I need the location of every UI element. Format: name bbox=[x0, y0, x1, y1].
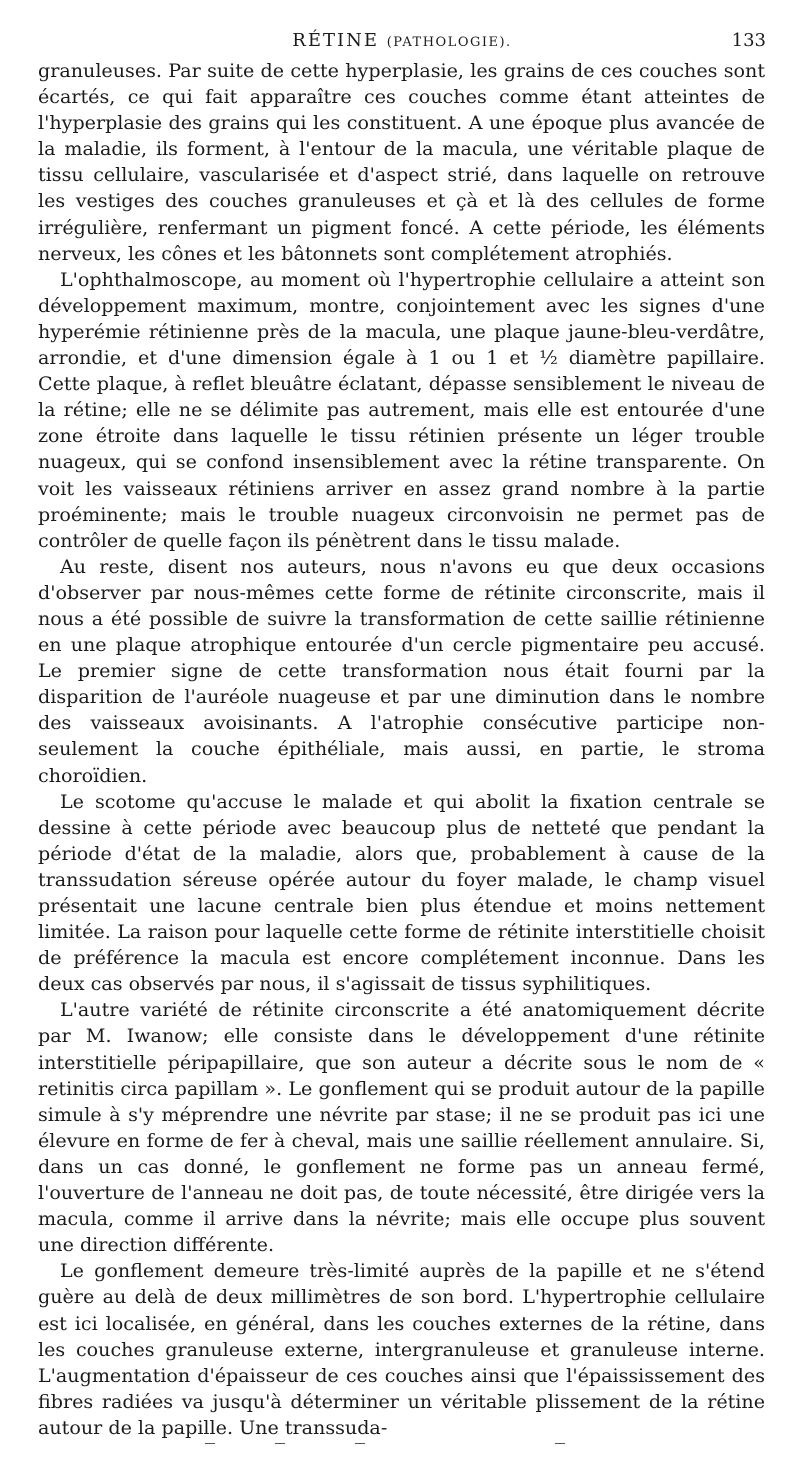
print-mark bbox=[205, 1443, 215, 1444]
running-header bbox=[38, 30, 766, 54]
print-mark bbox=[355, 1443, 365, 1444]
page-number: 133 bbox=[731, 30, 766, 51]
print-marks bbox=[200, 1443, 600, 1453]
paragraph-1: granuleuses. Par suite de cette hyperplasie, les grains de ces couches sont écartés, ce qui fait apparaître ces couches comme étant atteintes de l'hyperplasie des grains qui les constituent. A une époque plus avancée de la maladie, ils forment, à l'entour de la macula, une véritable plaque de tissu cellulaire, vascularisée et d'aspect strié, dans laquelle on retrouve les vestiges des couches granuleuses et çà et là des cellules de forme irrégulière, renfermant un pigment foncé. A cette période, les éléments nerveux, les cônes et les bâtonnets sont complétement atrophiés. bbox=[38, 59, 765, 265]
running-title-main: RÉTINE bbox=[292, 30, 379, 51]
paragraph-5: L'autre variété de rétinite circonscrite a été anatomiquement décrite par M. Iwanow; elle consiste dans le développement d'une rétinite interstitielle péripapillaire, que son auteur a décrite sous le nom de « retinitis circa papillam ». Le gonflement qui se produit autour de la papille simule à s'y méprendre une névrite par stase; il ne se produit pas ici une élevure en forme de fer à cheval, mais une saillie réellement annulaire. Si, dans un cas donné, le gonflement ne forme pas un anneau fermé, l'ouverture de l'anneau ne doit pas, de toute nécessité, être dirigée vers la macula, comme il arrive dans la névrite; mais elle occupe plus souvent une direction différente. bbox=[38, 998, 765, 1257]
print-mark bbox=[555, 1443, 565, 1444]
paragraph-3: Au reste, disent nos auteurs, nous n'avons eu que deux occasions d'observer par nous-mêmes cette forme de rétinite circonscrite, mais il nous a été possible de suivre la transformation de cette saillie rétinienne en une plaque atrophique entourée d'un cercle pigmentaire peu accusé. Le premier signe de cette transformation nous était fourni par la disparition de l'auréole nuageuse et par une diminution dans le nombre des vaisseaux avoisinants. A l'atrophie consécutive participe non-seulement la couche épithéliale, mais aussi, en partie, le stroma choroïdien. bbox=[38, 554, 765, 787]
print-mark bbox=[275, 1443, 285, 1444]
running-title-sub: (PATHOLOGIE). bbox=[386, 35, 512, 50]
running-title bbox=[38, 30, 766, 51]
body-text bbox=[38, 58, 765, 1441]
paragraph-4: Le scotome qu'accuse le malade et qui abolit la fixation centrale se dessine à cette période avec beaucoup plus de netteté que pendant la période d'état de la maladie, alors que, probablement à cause de la transsudation séreuse opérée autour du foyer malade, le champ visuel présentait une lacune centrale bien plus étendue et moins nettement limitée. La raison pour laquelle cette forme de rétinite interstitielle choisit de préférence la macula est encore complétement inconnue. Dans les deux cas observés par nous, il s'agissait de tissus syphilitiques. bbox=[38, 789, 765, 996]
paragraph-2: L'ophthalmoscope, au moment où l'hypertrophie cellulaire a atteint son développement maximum, montre, conjointement avec les signes d'une hyperémie rétinienne près de la macula, une plaque jaune-bleu-verdâtre, arrondie, et d'une dimension égale à 1 ou 1 et ½ diamètre papillaire. Cette plaque, à reflet bleuâtre éclatant, dépasse sensiblement le niveau de la rétine; elle ne se délimite pas autrement, mais elle est entourée d'une zone étroite dans laquelle le tissu rétinien présente un léger trouble nuageux, qui se confond insensiblement avec la rétine transparente. On voit les vaisseaux rétiniens arriver en assez grand nombre à la partie proéminente; mais le trouble nuageux circonvoisin ne permet pas de contrôler de quelle façon ils pénètrent dans le tissu malade. bbox=[38, 267, 765, 552]
paragraph-6: Le gonflement demeure très-limité auprès de la papille et ne s'étend guère au delà de deux millimètres de son bord. L'hypertrophie cellulaire est ici localisée, en général, dans les couches externes de la rétine, dans les couches granuleuse externe, intergranuleuse et granuleuse interne. L'augmentation d'épaisseur de ces couches ainsi que l'épaississement des fibres radiées va jusqu'à déterminer un véritable plissement de la rétine autour de la papille. Une transsuda- bbox=[38, 1259, 765, 1439]
